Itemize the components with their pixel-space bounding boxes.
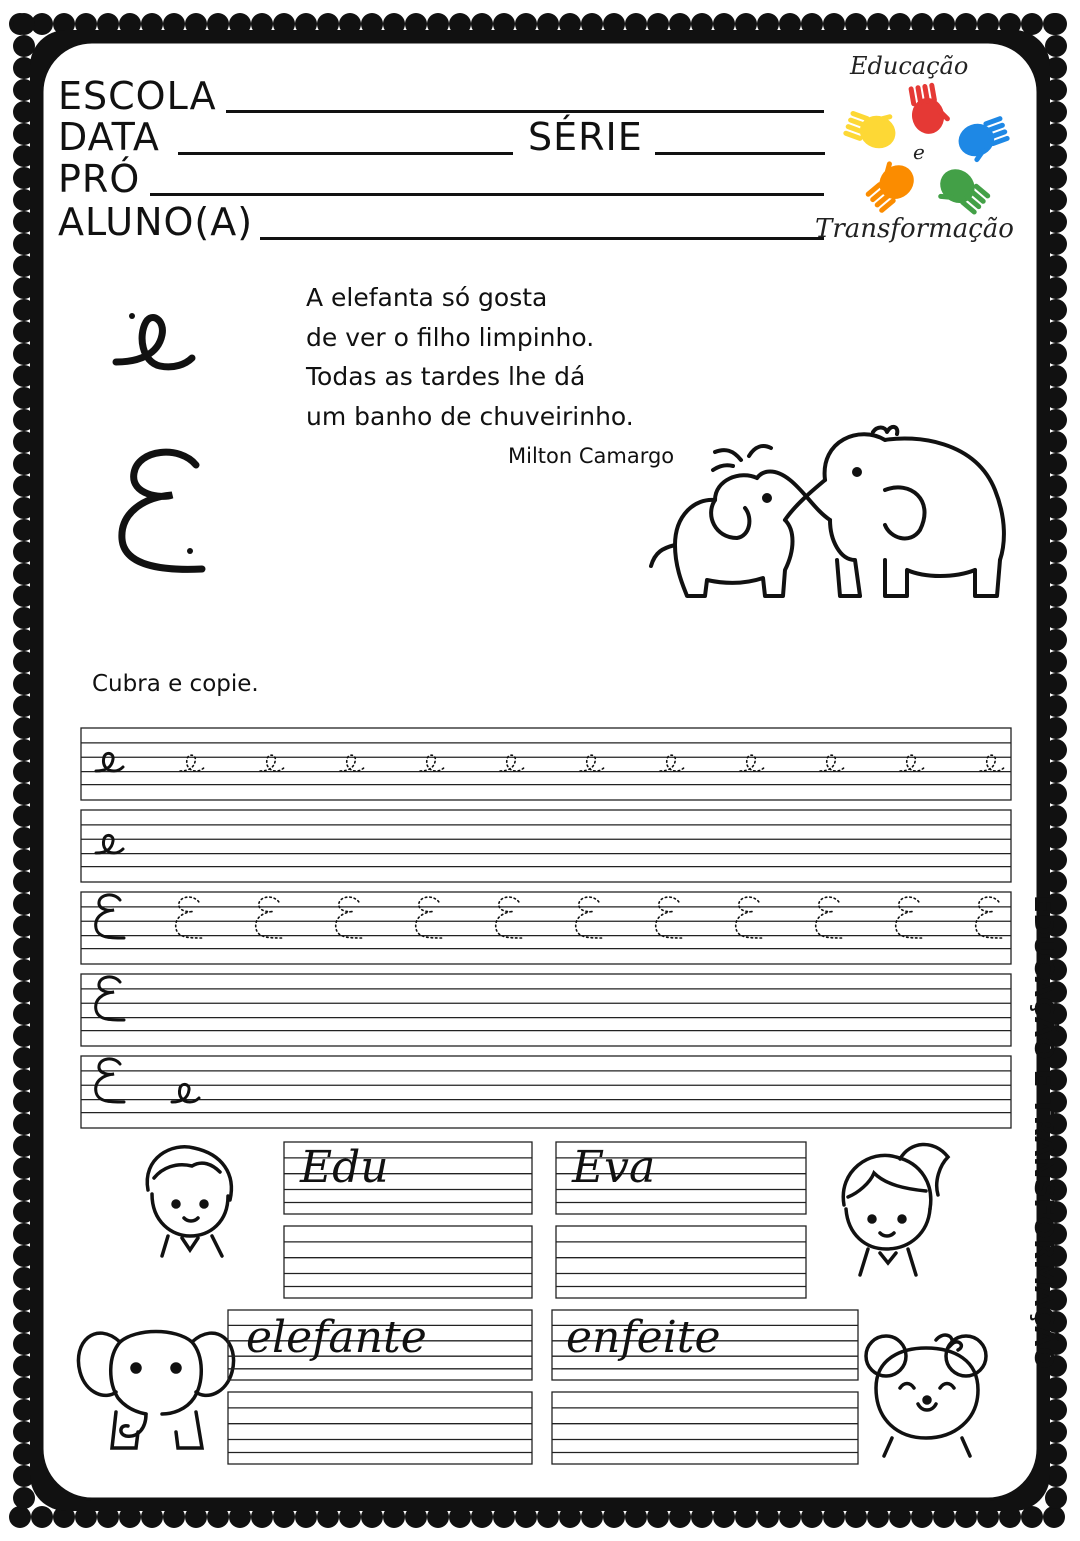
logo-line1: Educação [850,52,969,80]
model-upper-e [96,1059,124,1102]
practice-row[interactable] [81,1056,1011,1128]
grade-input-line[interactable] [655,152,825,155]
traced-upper-e [496,897,523,938]
date-label: DATA [58,115,160,159]
practice-row[interactable] [81,974,1011,1046]
traced-upper-e [176,897,203,938]
model-upper-e [96,895,124,938]
traced-upper-e [896,897,923,938]
word-writing-box[interactable] [228,1392,532,1464]
traced-upper-e [256,897,283,938]
school-label: ESCOLA [58,74,217,118]
word-elefante: elefante [246,1312,427,1363]
exercise-instruction: Cubra e copie. [92,671,259,697]
handwriting-practice-grid[interactable] [80,727,1014,1131]
traced-upper-e [736,897,763,938]
student-input-line[interactable] [260,237,824,240]
traced-upper-e [416,897,443,938]
word-writing-box[interactable] [284,1226,532,1298]
traced-upper-e [976,897,1003,938]
poem-line: um banho de chuveirinho. [306,401,634,431]
poem-line: de ver o filho limpinho. [306,322,595,352]
poem-author: Milton Camargo [508,444,675,468]
word-writing-box[interactable] [552,1392,858,1464]
logo-line3: Transformação [815,214,1014,244]
word-eva: Eva [572,1142,656,1193]
date-input-line[interactable] [178,152,513,155]
hand-print-icon [954,114,1014,167]
teacher-input-line[interactable] [150,193,824,196]
logo-line2: e [913,140,925,164]
word-writing-box[interactable] [556,1226,806,1298]
elephants-illustration [645,420,1015,610]
word-edu: Edu [300,1142,389,1193]
word-enfeite: enfeite [566,1312,721,1363]
painted-hands-icon [832,78,1022,228]
poem-line: Todas as tardes lhe dá [306,362,586,391]
student-label: ALUNO(A) [58,200,254,244]
traced-upper-e [656,897,683,938]
mouse-illustration [862,1328,992,1458]
practice-row[interactable] [81,728,1011,800]
traced-upper-e [576,897,603,938]
model-lower-e [96,753,123,771]
baby-elephant-illustration [76,1322,236,1454]
traced-upper-e [336,897,363,938]
school-input-line[interactable] [226,110,824,113]
hand-print-icon [842,100,902,153]
poem-line: A elefanta só gosta [306,283,548,312]
poem [306,278,634,436]
side-watermark-text: EDUCAÇÃO E TRANSFORMAÇÃO [1028,895,1058,1370]
teacher-label: PRÓ [58,157,141,201]
practice-row[interactable] [81,892,1011,964]
traced-upper-e [816,897,843,938]
cursive-lower-e-model [108,300,208,380]
hand-print-icon [907,81,953,137]
model-lower-e [96,835,123,853]
model-upper-e [96,977,124,1020]
cursive-upper-e-model [110,443,210,578]
practice-row[interactable] [81,810,1011,882]
grade-label: SÉRIE [528,115,643,159]
hand-print-icon [858,154,921,215]
